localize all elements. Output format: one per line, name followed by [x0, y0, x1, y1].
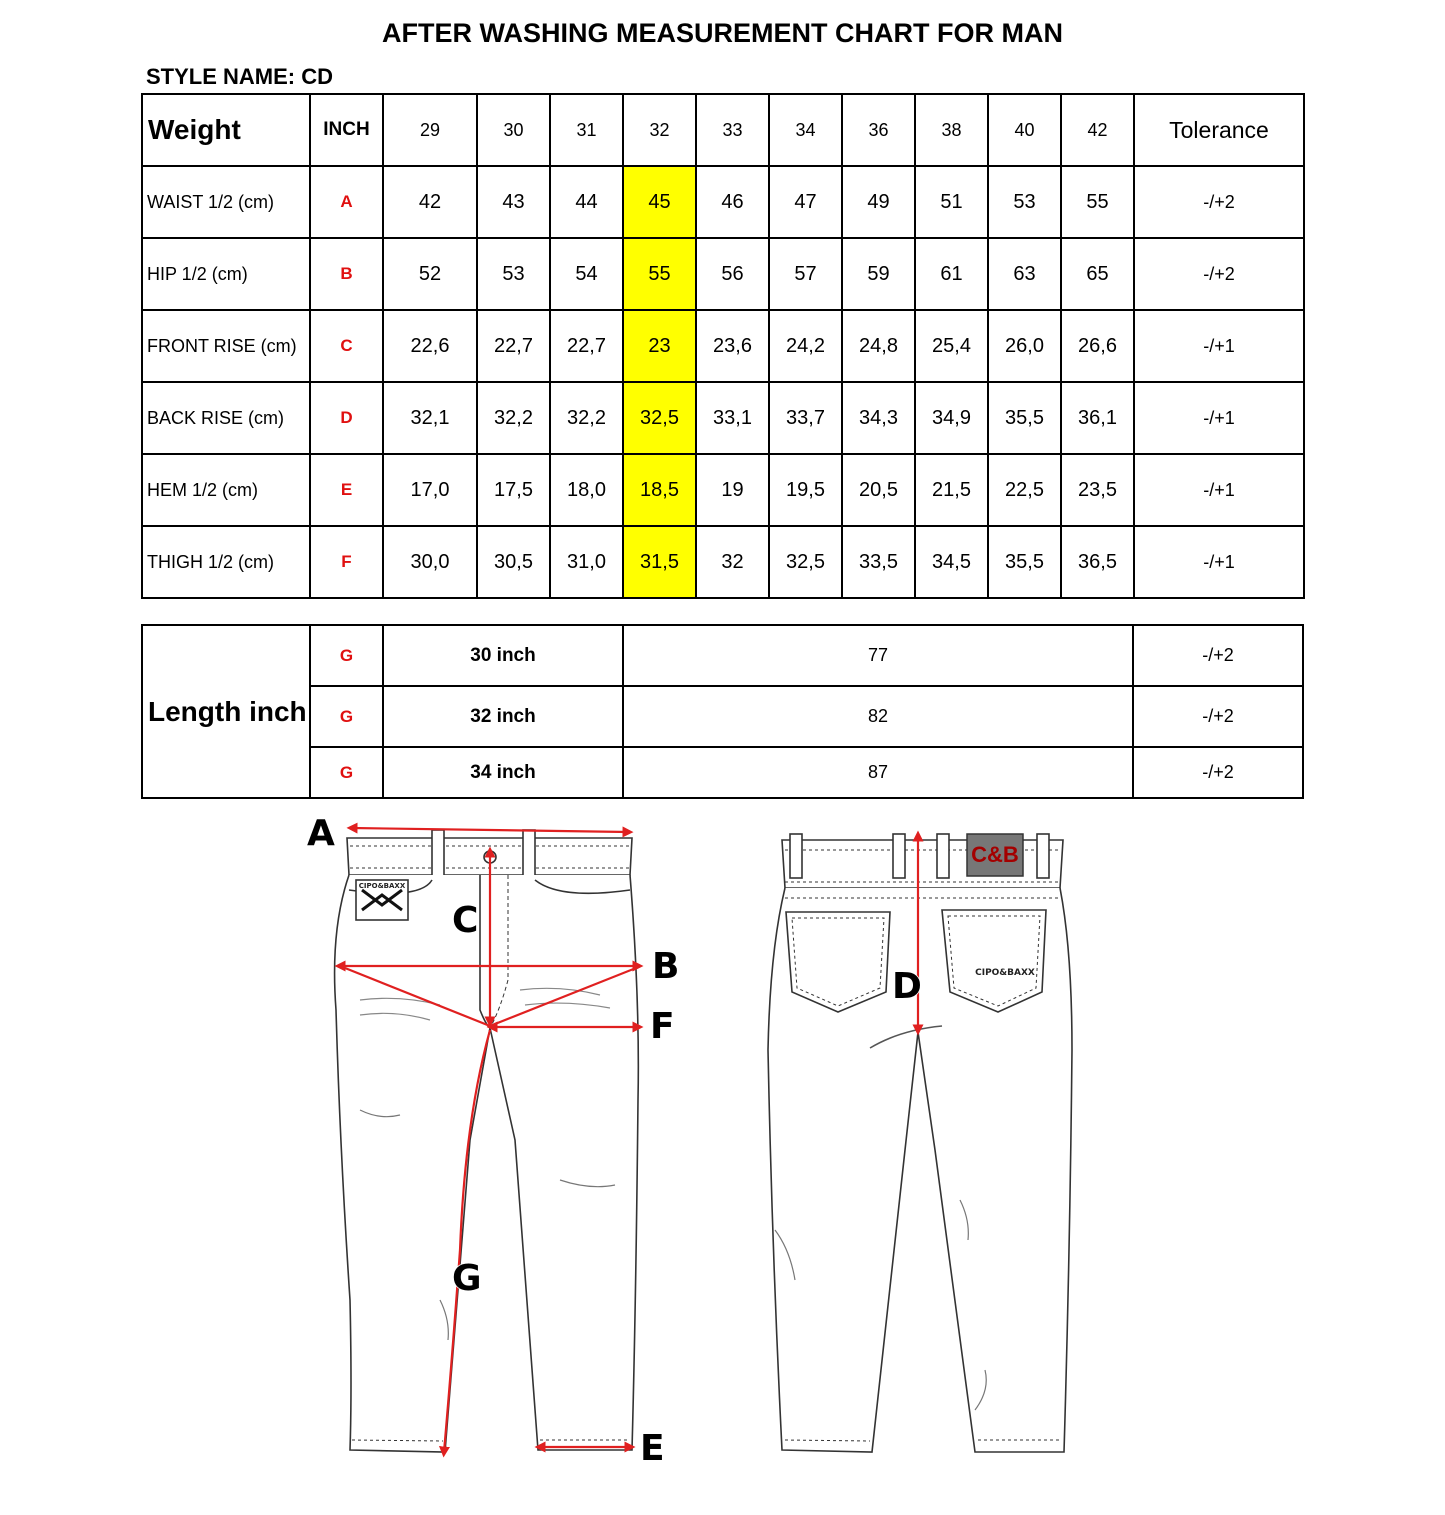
measurement-label: FRONT RISE (cm) [142, 310, 310, 382]
size-header: 31 [550, 94, 623, 166]
tolerance-value: -/+2 [1134, 166, 1304, 238]
measurement-value: 55 [1061, 166, 1134, 238]
measurement-value: 25,4 [915, 310, 988, 382]
measurement-value: 32,1 [383, 382, 477, 454]
measurement-value: 65 [1061, 238, 1134, 310]
measurement-value: 31,5 [623, 526, 696, 598]
measurement-label: BACK RISE (cm) [142, 382, 310, 454]
measurement-value: 53 [988, 166, 1061, 238]
measurement-value: 21,5 [915, 454, 988, 526]
measurement-value: 54 [550, 238, 623, 310]
measurement-value: 22,7 [550, 310, 623, 382]
measurement-value: 43 [477, 166, 550, 238]
measurement-value: 18,0 [550, 454, 623, 526]
measurement-value: 22,7 [477, 310, 550, 382]
measurement-value: 33,5 [842, 526, 915, 598]
measurement-value: 34,3 [842, 382, 915, 454]
measurement-value: 36,1 [1061, 382, 1134, 454]
measurement-value: 35,5 [988, 382, 1061, 454]
measurement-value: 19,5 [769, 454, 842, 526]
length-label: Length inch [142, 625, 310, 798]
measure-code: B [310, 238, 383, 310]
front-patch-brand: CIPO&BAXX [358, 882, 406, 890]
measurement-value: 26,0 [988, 310, 1061, 382]
measurement-value: 53 [477, 238, 550, 310]
length-tolerance: -/+2 [1133, 686, 1303, 747]
length-tolerance: -/+2 [1133, 625, 1303, 686]
measure-label-a: A [307, 813, 335, 854]
size-header: 32 [623, 94, 696, 166]
measure-code: G [310, 686, 383, 747]
length-size: 32 inch [383, 686, 623, 747]
measure-code: C [310, 310, 383, 382]
measurement-value: 22,6 [383, 310, 477, 382]
inch-header: INCH [310, 94, 383, 166]
measurement-value: 33,1 [696, 382, 769, 454]
measurement-value: 44 [550, 166, 623, 238]
length-tolerance: -/+2 [1133, 747, 1303, 798]
measurement-value: 56 [696, 238, 769, 310]
measurement-label: HEM 1/2 (cm) [142, 454, 310, 526]
measure-code: D [310, 382, 383, 454]
measurement-value: 42 [383, 166, 477, 238]
measurement-value: 51 [915, 166, 988, 238]
tolerance-header: Tolerance [1134, 94, 1304, 166]
measurement-value: 47 [769, 166, 842, 238]
measure-code: E [310, 454, 383, 526]
measurement-value: 59 [842, 238, 915, 310]
measurement-value: 52 [383, 238, 477, 310]
measurement-value: 30,5 [477, 526, 550, 598]
measurement-value: 23,6 [696, 310, 769, 382]
measurement-value: 32,5 [769, 526, 842, 598]
measure-label-b: B [652, 946, 680, 987]
measurement-value: 23,5 [1061, 454, 1134, 526]
measurement-value: 18,5 [623, 454, 696, 526]
measure-label-d: D [892, 966, 922, 1007]
measure-code: A [310, 166, 383, 238]
measurement-value: 17,0 [383, 454, 477, 526]
measurement-value: 32,2 [550, 382, 623, 454]
measure-code: G [310, 625, 383, 686]
measurement-value: 20,5 [842, 454, 915, 526]
measurement-value: 36,5 [1061, 526, 1134, 598]
measurement-value: 26,6 [1061, 310, 1134, 382]
measure-label-g: G [452, 1258, 482, 1299]
measurement-value: 32 [696, 526, 769, 598]
style-name: STYLE NAME: CD [146, 64, 333, 89]
measurement-value: 22,5 [988, 454, 1061, 526]
length-value: 87 [623, 747, 1133, 798]
length-size: 34 inch [383, 747, 623, 798]
measurement-value: 45 [623, 166, 696, 238]
size-header: 42 [1061, 94, 1134, 166]
tolerance-value: -/+1 [1134, 382, 1304, 454]
length-size: 30 inch [383, 625, 623, 686]
measurement-value: 46 [696, 166, 769, 238]
measurement-label: WAIST 1/2 (cm) [142, 166, 310, 238]
measure-code: G [310, 747, 383, 798]
measurement-value: 17,5 [477, 454, 550, 526]
size-header: 29 [383, 94, 477, 166]
measurement-value: 34,9 [915, 382, 988, 454]
measurement-value: 23 [623, 310, 696, 382]
tolerance-value: -/+1 [1134, 526, 1304, 598]
measurement-value: 24,2 [769, 310, 842, 382]
size-header: 36 [842, 94, 915, 166]
measurement-value: 19 [696, 454, 769, 526]
chart-title: AFTER WASHING MEASUREMENT CHART FOR MAN [382, 18, 1063, 48]
measurement-value: 34,5 [915, 526, 988, 598]
measurement-value: 61 [915, 238, 988, 310]
size-header: 38 [915, 94, 988, 166]
measurement-value: 35,5 [988, 526, 1061, 598]
measure-label-c: C [452, 900, 479, 941]
length-value: 77 [623, 625, 1133, 686]
tolerance-value: -/+1 [1134, 454, 1304, 526]
brand-logo-text: C&B [971, 842, 1019, 867]
weight-header: Weight [142, 94, 310, 166]
measurement-label: HIP 1/2 (cm) [142, 238, 310, 310]
measurement-value: 63 [988, 238, 1061, 310]
size-header: 30 [477, 94, 550, 166]
back-pocket-brand: CIPO&BAXX [975, 968, 1035, 978]
measure-code: F [310, 526, 383, 598]
measurement-value: 57 [769, 238, 842, 310]
measurement-value: 32,2 [477, 382, 550, 454]
measure-label-f: F [650, 1006, 675, 1047]
measurement-value: 24,8 [842, 310, 915, 382]
measurement-value: 31,0 [550, 526, 623, 598]
tolerance-value: -/+1 [1134, 310, 1304, 382]
measure-label-e: E [640, 1428, 665, 1469]
back-jeans-drawing [768, 834, 1072, 1452]
length-value: 82 [623, 686, 1133, 747]
measurement-value: 49 [842, 166, 915, 238]
measurement-value: 30,0 [383, 526, 477, 598]
size-header: 40 [988, 94, 1061, 166]
front-jeans-drawing [335, 830, 639, 1452]
size-header: 34 [769, 94, 842, 166]
tolerance-value: -/+2 [1134, 238, 1304, 310]
measurement-value: 32,5 [623, 382, 696, 454]
size-header: 33 [696, 94, 769, 166]
measurement-value: 33,7 [769, 382, 842, 454]
measurement-value: 55 [623, 238, 696, 310]
measurement-label: THIGH 1/2 (cm) [142, 526, 310, 598]
